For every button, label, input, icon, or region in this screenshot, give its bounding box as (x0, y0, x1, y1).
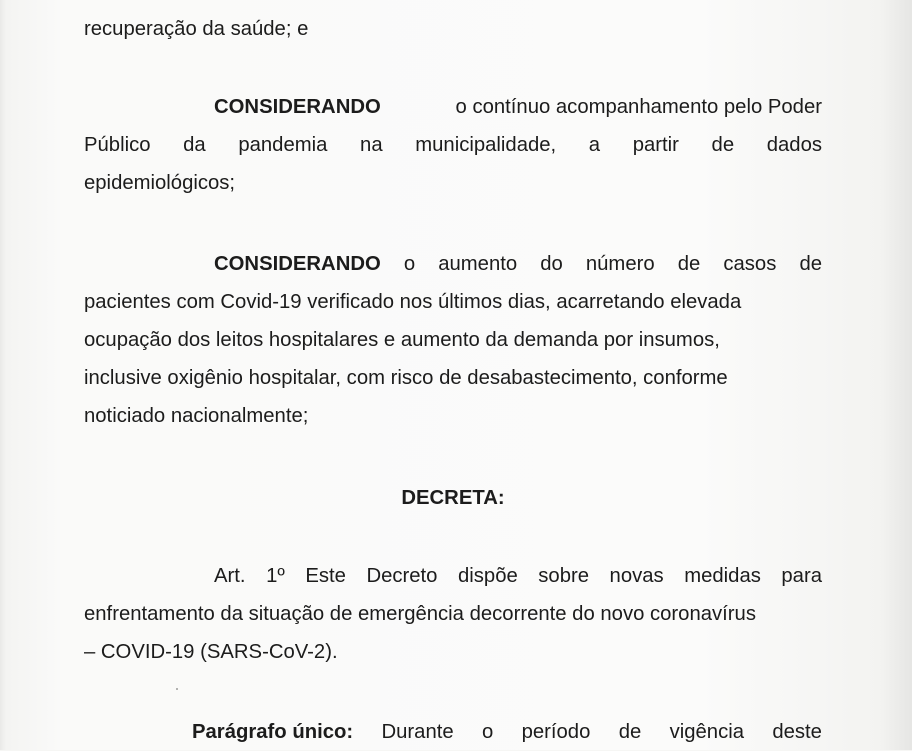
word: período (521, 721, 591, 743)
word: aumento (438, 253, 518, 275)
paragraph-line-justified (84, 245, 822, 283)
paper-speck (176, 688, 178, 690)
fragment-top (84, 0, 822, 4)
word: Este (305, 565, 346, 587)
word: partir (632, 134, 679, 156)
word: Decreto (366, 565, 438, 587)
paragraph-line-justified (84, 557, 822, 595)
paragraph-line: pacientes com Covid-19 verificado nos últimos dias, acarretando elevada (84, 291, 742, 313)
paragraph-unique (84, 713, 822, 751)
decreta-heading: DECRETA: (401, 487, 505, 509)
paragraph-line-justified (84, 126, 822, 164)
word: municipalidade, (415, 134, 557, 156)
paragraph-health-recovery (84, 10, 822, 48)
paragraph-line (84, 88, 822, 126)
word: casos (723, 253, 777, 275)
cropped-top-line (84, 0, 822, 4)
word: novas (609, 565, 664, 587)
word: número (585, 253, 655, 275)
paragraph-considerando-1 (84, 88, 822, 202)
word: na (360, 134, 383, 156)
article-1 (84, 557, 822, 671)
word: dados (766, 134, 822, 156)
paragraph-line: inclusive oxigênio hospitalar, com risco de desabastecimento, conforme (84, 367, 728, 389)
word: Público (84, 134, 151, 156)
paragraph-line: ocupação dos leitos hospitalares e aumento da demanda por insumos, (84, 329, 720, 351)
paragraph-unique-label: Parágrafo único: (192, 721, 354, 743)
considerando-label: CONSIDERANDO (214, 253, 381, 275)
word: pandemia (238, 134, 328, 156)
paragraph-line: – COVID-19 (SARS-CoV-2). (84, 641, 338, 663)
word: vigência (669, 721, 745, 743)
word: a (588, 134, 601, 156)
word: de (618, 721, 642, 743)
paragraph-line: epidemiológicos; (84, 172, 236, 194)
word: de (677, 253, 701, 275)
word: Art. (214, 565, 246, 587)
word: medidas (684, 565, 761, 587)
paragraph-considerando-2 (84, 245, 822, 435)
paragraph-line-justified (84, 713, 822, 751)
word: 1º (266, 565, 285, 587)
word: sobre (538, 565, 590, 587)
word: Durante (381, 721, 454, 743)
word: do (540, 253, 563, 275)
paragraph-line: noticiado nacionalmente; (84, 405, 309, 427)
word: o (481, 721, 494, 743)
paragraph-line: enfrentamento da situação de emergência decorrente do novo coronavírus (84, 603, 756, 625)
paragraph-text: o contínuo acompanhamento pelo Poder (455, 96, 822, 118)
word: dispõe (457, 565, 518, 587)
word: deste (772, 721, 822, 743)
word: de (711, 134, 735, 156)
word: de (799, 253, 822, 275)
word: o (403, 253, 416, 275)
considerando-label: CONSIDERANDO (214, 96, 381, 118)
word: da (183, 134, 206, 156)
paragraph-line: recuperação da saúde; e (84, 18, 309, 40)
word: para (781, 565, 822, 587)
